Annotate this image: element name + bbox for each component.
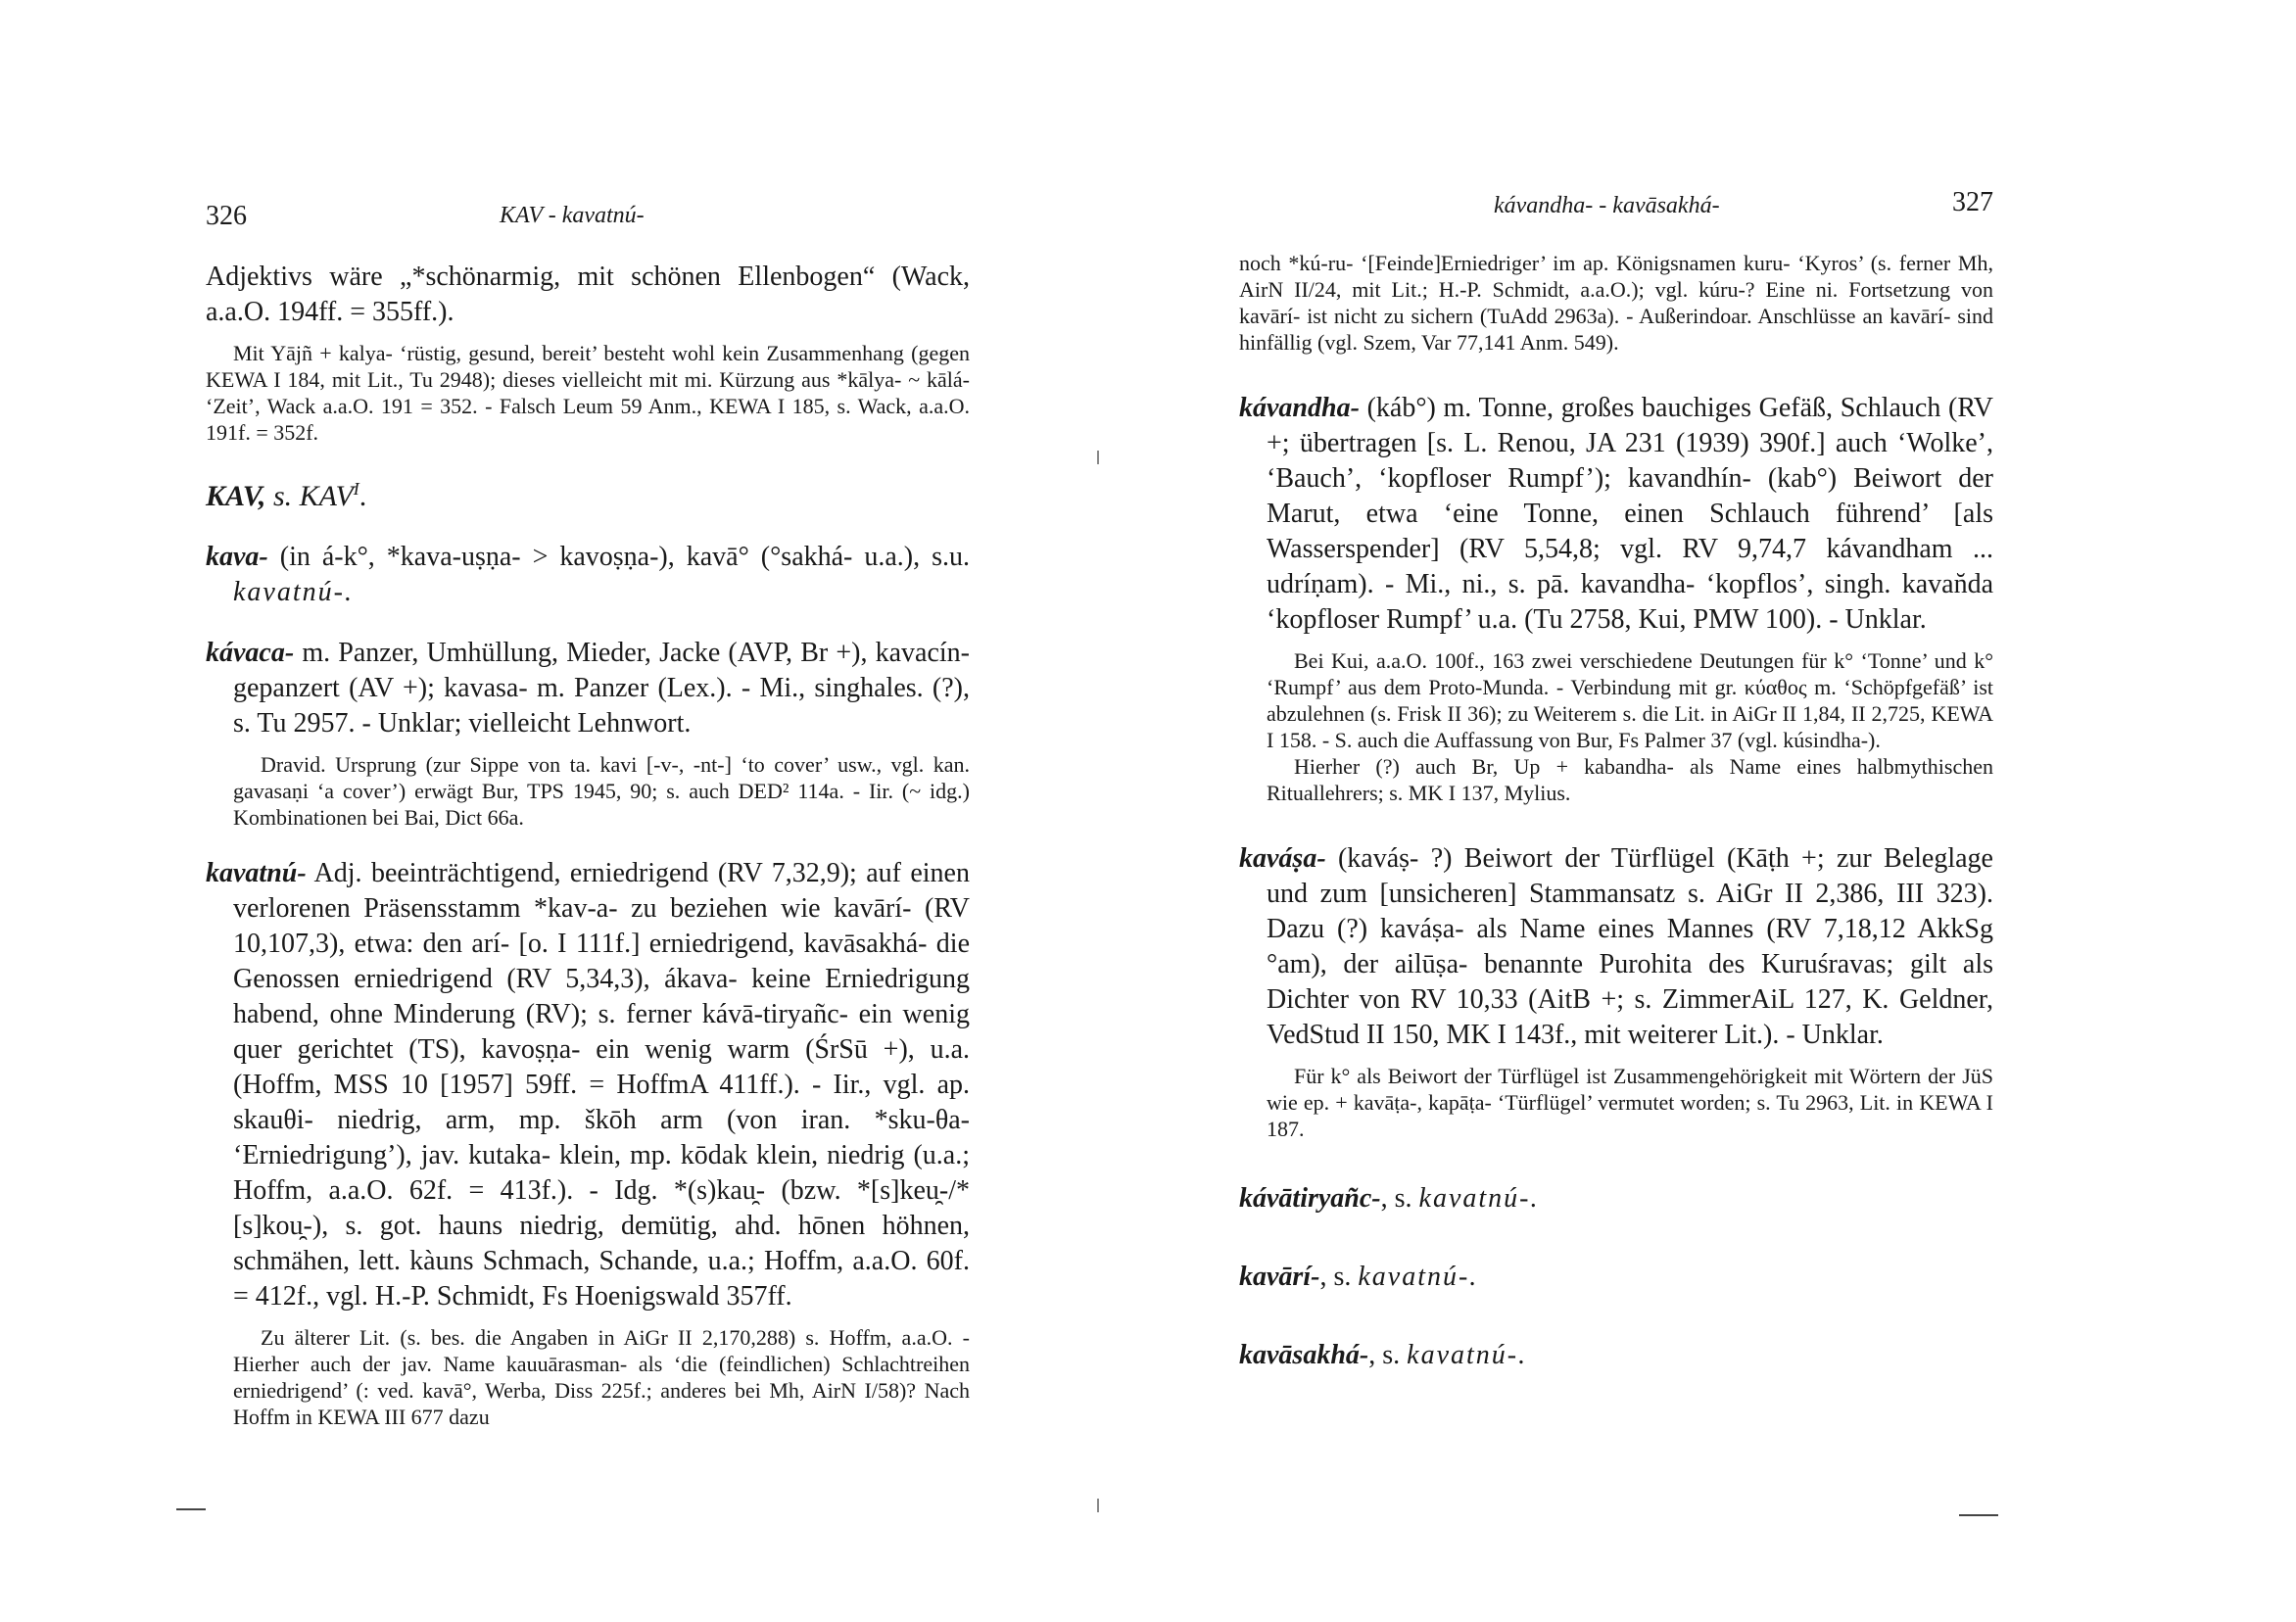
crop-mark (1959, 1514, 1998, 1516)
cross-reference: kavatnú-. (1418, 1183, 1540, 1214)
lemma: KAV, (206, 480, 266, 512)
cross-reference: kavatnú-. (1407, 1340, 1528, 1370)
gutter-mark (1097, 451, 1099, 464)
entry-note: Dravid. Ursprung (zur Sippe von ta. kavi [-v-, -nt-] ‘to cover’ usw., vgl. kan. gavasaṇi ‘a cover’) erwägt Bur, TPS 1945, 90; s. auch DED² 114a. - Iir. (~ idg.) Kombinationen bei Bai, Dict 66a. (233, 752, 970, 830)
entry-kavasakha: kavāsakhá-, s. kavatnú-. (1239, 1340, 1528, 1370)
entry-kavatiryanc: kávātiryañc-, s. kavatnú-. (1239, 1183, 1540, 1214)
crop-mark (176, 1508, 206, 1510)
entry-note: Zu älterer Lit. (s. bes. die Angaben in AiGr II 2,170,288) s. Hoffm, a.a.O. - Hierher auch der jav. Name kauuārasman- als ‘die (feindlichen) Schlachtreihen erniedrigend’ (: ved. kavā°, Werba, Diss 225f.; anderes bei Mh, AirN I/58)? Nach Hoffm in KEWA III 677 dazu (233, 1325, 970, 1429)
entry-kava: kava- (in á-k°, *kava-uṣṇa- > kavoṣṇa-), kavā° (°sakhá- u.a.), s.u. kavatnú-. (206, 542, 970, 607)
lemma: kavatnú- (206, 858, 307, 888)
entry-kavasa: kaváṣa- (kaváṣ- ?) Beiwort der Türflügel (Kāṭh +; zur Beleglage und zum [unsicheren] Stammansatz s. AiGr II 2,386, III 323). Dazu (?) kaváṣa- als Name eines Mannes (RV 7,18,12 AkkSg °am), der ailūṣa- benannte Purohita des Kuruśravas; gilt als Dichter von RV 10,33 (AitB +; s. ZimmerAiL 127, K. Geldner, VedStud II 150, MK I 143f., mit weiterer Lit.). - Unklar. Für k° als Beiwort der Türflügel ist Zusammengehörigkeit mit Wörtern der JüS wie ep. + kavāṭa-, kapāṭa- ‘Türflügel’ vermutet worden; s. Tu 2963, Lit. in KEWA I 187. (1239, 843, 1993, 1141)
cross-reference: kavatnú-. (233, 577, 354, 607)
entry-kav: KAV, s. $KAV^I$. (206, 479, 367, 512)
entry-note: Hierher (?) auch Br, Up + kabandha- als Name eines halbmythischen Rituallehrers; s. MK I 137, Mylius. (1267, 754, 1993, 805)
entry-kavatnu: kavatnú- Adj. beeinträchtigend, erniedrigend (RV 7,32,9); auf einen verlorenen Präsensstamm *kav-a- zu beziehen wie kavārí- (RV 10,107,3), etwa: den arí- [o. I 111f.] erniedrigend, kavāsakhá- die Genossen erniedrigend (RV 5,34,3), ákava- keine Erniedrigung habend, ohne Minderung (RV); s. ferner kávā-tiryañc- ein wenig quer gerichtet (TS), kavoṣṇa- ein wenig warm (ŚrSū +), u.a. (Hoffm, MSS 10 [1957] 59ff. = HoffmA 411ff.). - Iir., vgl. ap. skauθi- niedrig, arm, mp. škōh arm (von iran. *sku-θa- ‘Erniedrigung’), jav. kutaka- klein, mp. kōdak klein, niedrig (u.a.; Hoffm, a.a.O. 62f. = 413f.). - Idg. *(s)kau̯- (bzw. *[s]keu̯-/*[s]kou̯-), s. got. hauns niedrig, demütig, ahd. hōnen höhnen, schmähen, lett. kàuns Schmach, Schande, u.a.; Hoffm, a.a.O. 60f. = 412f., vgl. H.-P. Schmidt, Fs Hoenigswald 357ff. Zu älterer Lit. (s. bes. die Angaben in AiGr II 2,170,288) s. Hoffm, a.a.O. - Hierher auch der jav. Name kauuārasman- als ‘die (feindlichen) Schlachtreihen erniedrigend’ (: ved. kavā°, Werba, Diss 225f.; anderes bei Mh, AirN I/58)? Nach Hoffm in KEWA III 677 dazu (206, 858, 970, 1429)
left-page (206, 201, 970, 1430)
entry-kavari: kavārí-, s. kavatnú-. (1239, 1262, 1479, 1292)
cross-reference: kavatnú-. (1358, 1262, 1479, 1292)
running-header (1239, 187, 1993, 250)
page-number: 326 (206, 201, 247, 231)
right-page (1239, 187, 1993, 1373)
lemma: kaváṣa- (1239, 843, 1326, 874)
running-head-title: KAV - kavatnú- (500, 203, 645, 228)
gutter-mark (1097, 1499, 1099, 1512)
lemma: kavāsakhá- (1239, 1340, 1369, 1370)
continuation-note: Mit Yājñ + kalya- ‘rüstig, gesund, bereit’ besteht wohl kein Zusammenhang (gegen KEWA I 184, mit Lit., Tu 2948); dieses vielleicht mit mi. Kürzung aus *kālya- ~ kālá- ‘Zeit’, Wack a.a.O. 191 = 352. - Falsch Leum 59 Anm., KEWA I 185, s. Wack, a.a.O. 191f. = 352f. (206, 341, 970, 445)
entry-note: Für k° als Beiwort der Türflügel ist Zusammengehörigkeit mit Wörtern der JüS wie ep. + kavāṭa-, kapāṭa- ‘Türflügel’ vermutet worden; s. Tu 2963, Lit. in KEWA I 187. (1267, 1064, 1993, 1141)
lemma: kávaca- (206, 638, 295, 668)
lemma: kávātiryañc- (1239, 1183, 1381, 1214)
lemma: kava- (206, 542, 268, 572)
continuation-note: noch *kú-ru- ‘[Feinde]Erniedriger’ im ap. Königsnamen kuru- ‘Kyros’ (s. ferner Mh, AirN II/24, mit Lit.; H.-P. Schmidt, a.a.O.); vgl. kúru-? Eine ni. Fortsetzung von kavārí- ist nicht zu sichern (TuAdd 2963a). - Außerindoar. Anschlüsse an kavārí- sind hinfällig (vgl. Szem, Var 77,141 Anm. 549). (1239, 251, 1993, 355)
page-number: 327 (1952, 187, 1993, 217)
entry-kavandha: kávandha- (káb°) m. Tonne, großes bauchiges Gefäß, Schlauch (RV +; übertragen [s. L. Renou, JA 231 (1939) 390f.] auch ‘Wolke’, ‘Bauch’, ‘kopfloser Rumpf’); kavandhín- (kab°) Beiwort der Marut, etwa ‘eine Tonne, einen Schlauch führend’ [als Wasserspender] (RV 5,54,8; vgl. RV 9,74,7 kávandham ... udríṇam). - Mi., ni., s. pā. kavandha- ‘kopflos’, singh. kavan̆da ‘kopfloser Rumpf’ u.a. (Tu 2758, Kui, PMW 100). - Unklar. Bei Kui, a.a.O. 100f., 163 zwei verschiedene Deutungen für k° ‘Tonne’ und k° ‘Rumpf’ aus dem Proto-Munda. - Verbindung mit gr. κύαθος m. ‘Schöpfgefäß’ ist abzulehnen (s. Frisk II 36); zu Weiterem s. die Lit. in AiGr II 1,84, II 2,725, KEWA I 158. - S. auch die Auffassung von Bur, Fs Palmer 37 (vgl. kúsindha-). Hierher (?) auch Br, Up + kabandha- als Name eines halbmythischen Rituallehrers; s. MK I 137, Mylius. (1239, 393, 1993, 805)
continuation-text: Adjektivs wäre „*schönarmig, mit schönen Ellenbogen“ (Wack, a.a.O. 194ff. = 355ff.). (206, 262, 970, 327)
running-header (206, 201, 970, 260)
entry-kavaca: kávaca- m. Panzer, Umhüllung, Mieder, Jacke (AVP, Br +), kavacín- gepanzert (AV +); kavasa- m. Panzer (Lex.). - Mi., singhales. (?), s. Tu 2957. - Unklar; vielleicht Lehnwort. Dravid. Ursprung (zur Sippe von ta. kavi [-v-, -nt-] ‘to cover’ usw., vgl. kan. gavasaṇi ‘a cover’) erwägt Bur, TPS 1945, 90; s. auch DED² 114a. - Iir. (~ idg.) Kombinationen bei Bai, Dict 66a. (206, 638, 970, 830)
entry-note: Bei Kui, a.a.O. 100f., 163 zwei verschiedene Deutungen für k° ‘Tonne’ und k° ‘Rumpf’ aus dem Proto-Munda. - Verbindung mit gr. κύαθος m. ‘Schöpfgefäß’ ist abzulehnen (s. Frisk II 36); zu Weiterem s. die Lit. in AiGr II 1,84, II 2,725, KEWA I 158. - S. auch die Auffassung von Bur, Fs Palmer 37 (vgl. kúsindha-). (1267, 648, 1993, 752)
running-head-title: kávandha- - kavāsakhá- (1494, 193, 1720, 218)
lemma: kavārí- (1239, 1262, 1320, 1292)
lemma: kávandha- (1239, 393, 1360, 423)
